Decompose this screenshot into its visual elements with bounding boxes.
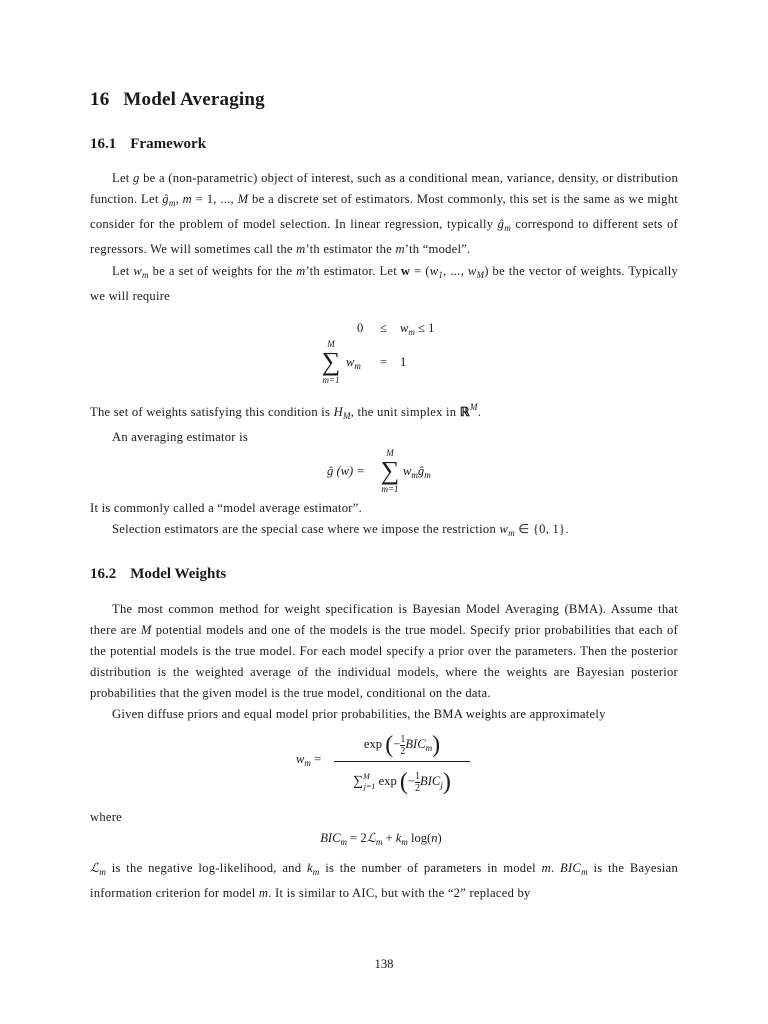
summation-symbol: ∑ (321, 347, 341, 376)
paragraph: Let g be a (non-parametric) object of interest, such as a conditional mean, variance, density, or distribution function. Let $ĝ_m$, m = 1, ..., M be a discrete set of estimators. Most commonly, this set is the same as we might consider for the problem of model selection. In linear regression, typically $ĝ_m$ correspond to different sets of regressors. We will sometimes call the m’th estimator the m’th “model”. (90, 171, 678, 256)
bma-weights-equation: $w_m$ = exp (− $\frac{1}{2}BIC_m$) ∑$^M_{j=1}$ exp (− $\frac{1}{2}BIC_j$) (90, 725, 678, 807)
paragraph: Let $w_m$ be a set of weights for the m’th estimator. Let $w = (w_1$, ..., $w_M$) be the vector of weights. Typically we will require (90, 264, 678, 303)
summation-symbol: ∑ (380, 456, 400, 485)
paragraph: An averaging estimator is (112, 430, 249, 444)
section-number: 16.2 (90, 566, 117, 582)
paragraph: The most common method for weight specification is Bayesian Model Averaging (BMA). Assume that there are M potential models and one of the models is the true model. Specify prior probabilities that each of the potential models is the true model. For each model specify a prior over the parameters. Then the posterior distribution is the weighted average of the individual models, where the weights are Bayesian posterior probabilities that the given model is the true model, conditional on the data. (90, 602, 678, 700)
section-number: 16.1 (90, 136, 117, 152)
paragraph: ℒ$_m$ is the negative log-likelihood, and $k_m$ is the number of parameters in model m. $BIC_m$ is the Bayesian information criterion for model m. It is similar to AIC, but with the “2” replaced by (90, 861, 678, 900)
paragraph: where (90, 810, 123, 824)
paragraph: The set of weights satisfying this condition is $H_M$, the unit simplex in ℝ$^M$. (90, 402, 482, 421)
section-title: Model Weights (130, 566, 227, 582)
paragraph: It is commonly called a “model average estimator”. (90, 501, 362, 515)
averaging-estimator-equation: ĝ (w) = M ∑ m=1 $w_mĝ_m$ (327, 448, 431, 494)
paragraph: Selection estimators are the special case where we impose the restriction $w_m$ ∈ {0, 1}. (112, 522, 569, 538)
chapter-number: 16 (90, 89, 110, 110)
section-heading (90, 133, 678, 155)
section-heading (90, 563, 678, 585)
chapter-heading (90, 86, 678, 114)
chapter-title: Model Averaging (123, 89, 265, 110)
page-number: 138 (374, 957, 394, 971)
bic-equation: $BIC_m$ = 2ℒ$_m$ + $k_m$ log(n) (320, 831, 442, 847)
constraint-equation: 0 ≤ $w_m \le 1$ M ∑ m=1 $w_m$ = 1 (321, 321, 435, 385)
paragraph: Given diffuse priors and equal model prior probabilities, the BMA weights are approximately (112, 707, 606, 721)
section-title: Framework (130, 136, 207, 152)
page-body (90, 86, 678, 904)
